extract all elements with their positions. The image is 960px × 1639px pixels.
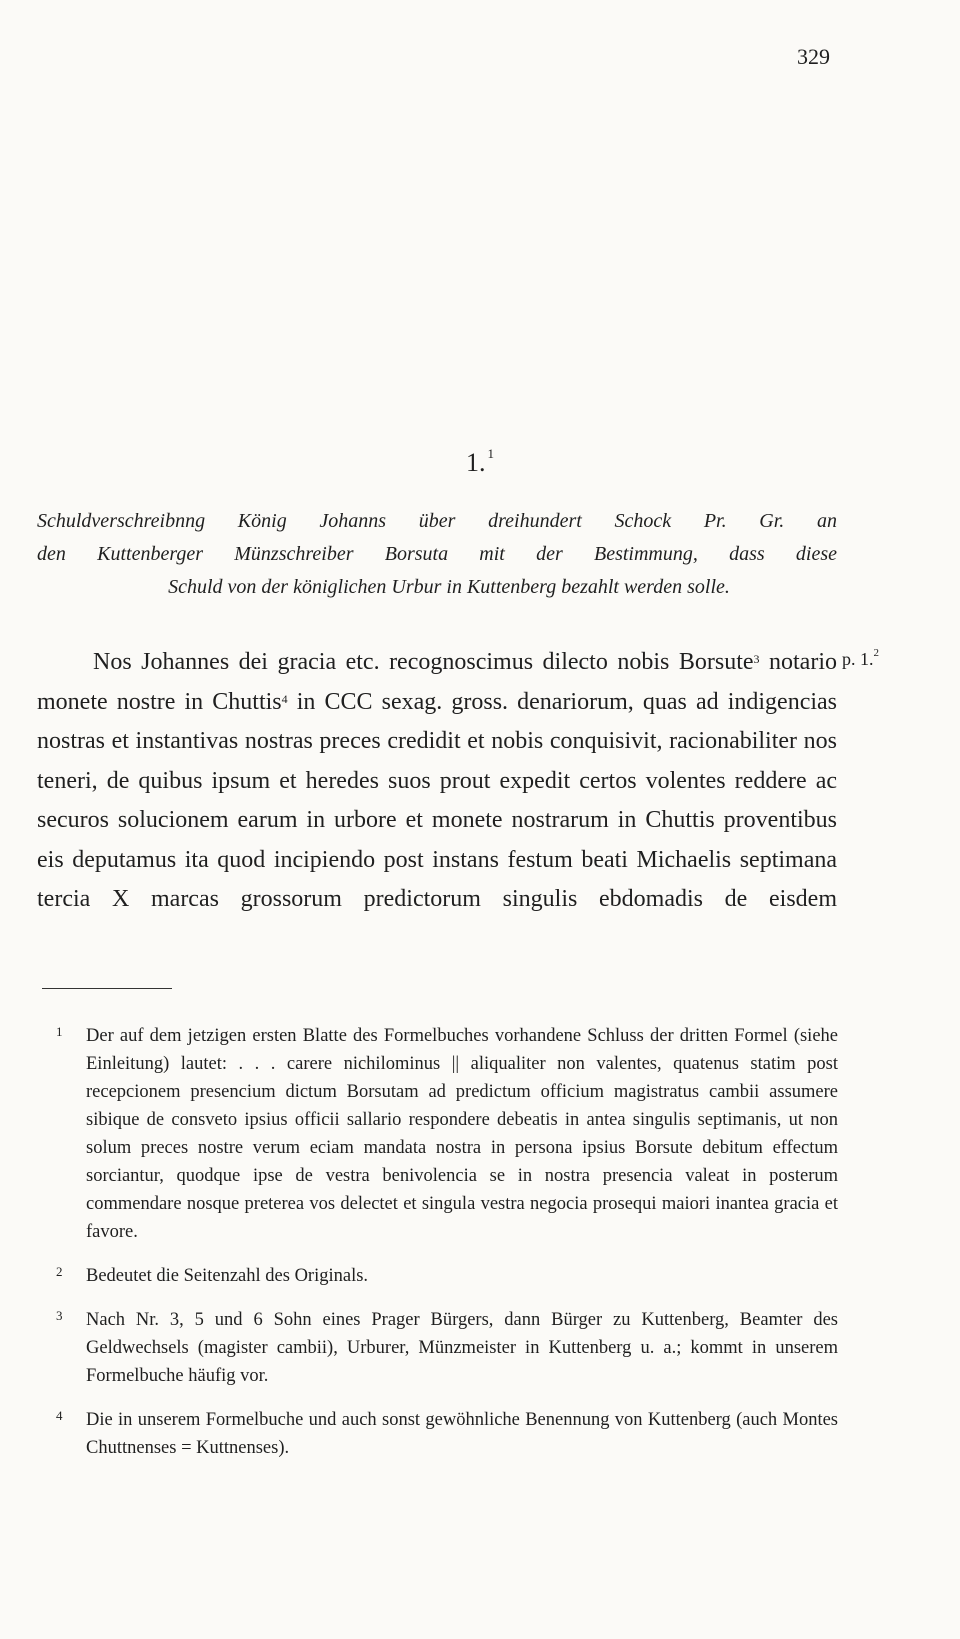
summary-line-1: Schuldverschreibnng König Johanns über dreihundert Schock Pr. Gr. an bbox=[37, 510, 837, 532]
footnote-3 bbox=[56, 1306, 838, 1390]
footnote-text: Bedeutet die Seitenzahl des Originals. bbox=[86, 1266, 369, 1286]
footnote-text: Die in unserem Formelbuche und auch sonst gewöhnliche Benennung von Kuttenberg (auch Montes Chuttnenses = Kuttnenses). bbox=[86, 1410, 838, 1458]
footnote-number: 3 bbox=[56, 1308, 63, 1323]
document-body bbox=[37, 643, 837, 920]
footnote-4 bbox=[56, 1406, 838, 1462]
summary-line-2: den Kuttenberger Münzschreiber Borsuta mit der Bestimmung, dass diese bbox=[37, 543, 837, 565]
footnote-2 bbox=[56, 1262, 838, 1290]
footnote-number: 4 bbox=[56, 1408, 63, 1423]
footnote-ref-2: 2 bbox=[873, 647, 879, 659]
margin-page-reference bbox=[842, 649, 879, 670]
footnote-number: 2 bbox=[56, 1264, 63, 1279]
page-number: 329 bbox=[797, 44, 830, 69]
document-summary bbox=[37, 505, 837, 604]
document-number-label: 1. bbox=[466, 448, 486, 477]
footnote-1 bbox=[56, 1022, 838, 1246]
footnote-text: Der auf dem jetzigen ersten Blatte des Formelbuches vorhandene Schluss der dritten Formel (siehe Einleitung) lautet: . . . carere nichilominus || aliqualiter non valentes, quatenus statim post recepcionem presencium dictum Borsutam ad predictum officium magistratus cambii assumere sibique de consveto ipsius officii sallario respondere debeatis in antea singulis septimanis, ut non solum preces nostre verum eciam mandata nostra in persona ipsius Borsute debitum effectum sorciantur, quodque ipse de vestra benivolencia se in nostra presencia valeat in posterum commendare nosque preterea vos delectet et singula vestra negocia prosequi maiori inantea gracia et favore. bbox=[86, 1026, 838, 1242]
body-paragraph bbox=[37, 643, 837, 920]
footnote-divider bbox=[42, 988, 172, 989]
footnote-ref-1: 1 bbox=[487, 446, 494, 461]
document-number bbox=[0, 448, 960, 478]
footnote-number: 1 bbox=[56, 1024, 63, 1039]
footnote-text: Nach Nr. 3, 5 und 6 Sohn eines Prager Bürgers, dann Bürger zu Kuttenberg, Beamter des Geldwechsels (magister cambii), Urburer, Münzmeister in Kuttenberg u. a.; kommt in unserem Formelbuche häufig vor. bbox=[86, 1310, 838, 1386]
body-segment-3: in CCC sexag. gross. denariorum, quas ad indigencias nostras et instantivas nostras preces credidit et nobis conquisivit, racionabiliter nos teneri, de quibus ipsum et heredes suos prout expedit certos volentes reddere ac securos solucionem earum in urbore et monete nostrarum in Chuttis proventibus eis deputamus ita quod incipiendo post instans festum beati Michaelis septimana tercia X marcas grossorum predictorum singulis ebdomadis de eisdem bbox=[37, 688, 838, 912]
summary-line-3: Schuld von der königlichen Urbur in Kuttenberg bezahlt werden solle. bbox=[168, 576, 730, 598]
footnote-ref-3: 3 bbox=[753, 652, 760, 666]
body-segment-1: Nos Johannes dei gracia etc. recognoscimus dilecto nobis Borsute bbox=[93, 649, 754, 675]
footnotes bbox=[56, 1022, 838, 1478]
body-segment-2: notario monete nostre in Chuttis bbox=[37, 649, 837, 715]
footnote-ref-4: 4 bbox=[281, 691, 288, 706]
margin-page-text: p. 1. bbox=[842, 649, 874, 669]
